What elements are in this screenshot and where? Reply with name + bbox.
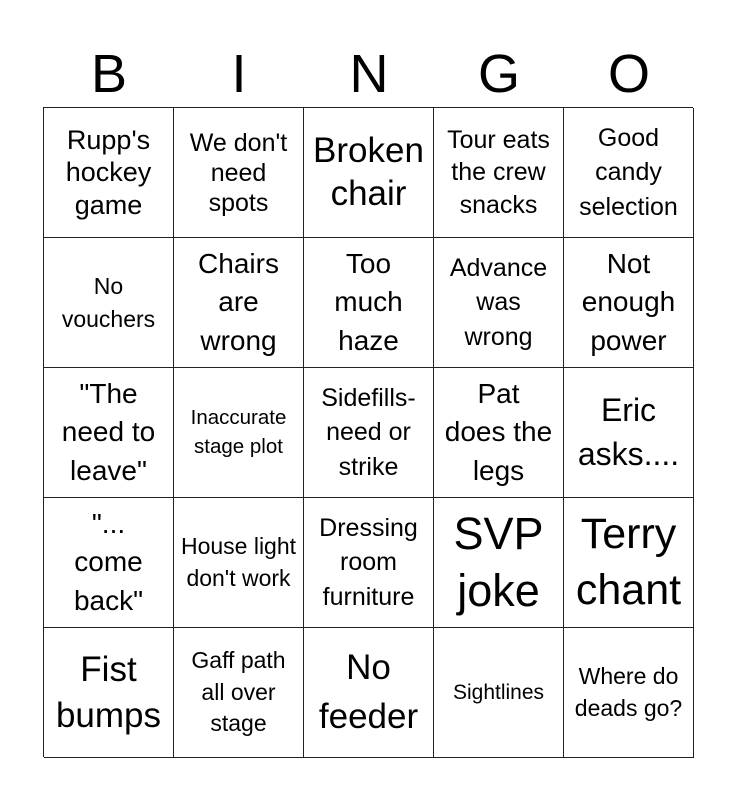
bingo-cell-23[interactable]	[304, 628, 434, 758]
header-letter-o: O	[607, 44, 650, 104]
cell-text: Advance was wrong	[449, 253, 548, 351]
bingo-cell-16[interactable]	[44, 498, 174, 628]
bingo-cell-17[interactable]	[174, 498, 304, 628]
bingo-cell-12[interactable]	[174, 368, 304, 498]
header-letter-i: I	[231, 44, 247, 104]
cell-text: House light don't work	[180, 532, 297, 591]
bingo-cell-24[interactable]	[434, 628, 564, 758]
bingo-cell-25[interactable]	[564, 628, 694, 758]
bingo-cell-9[interactable]	[434, 238, 564, 368]
bingo-cell-5[interactable]	[564, 108, 694, 238]
bingo-cell-19[interactable]	[434, 498, 564, 628]
bingo-cell-20[interactable]	[564, 498, 694, 628]
cell-text: Broken chair	[313, 130, 424, 213]
bingo-cell-1[interactable]	[44, 108, 174, 238]
cell-text: Sightlines	[452, 680, 545, 704]
bingo-cell-10[interactable]	[564, 238, 694, 368]
bingo-board	[43, 107, 693, 757]
cell-text: SVP joke	[453, 508, 544, 616]
cell-text: Fist bumps	[55, 650, 162, 735]
cell-text: No vouchers	[61, 273, 156, 332]
cell-text: We don't need spots	[189, 128, 288, 217]
cell-text: Tour eats the crew snacks	[447, 125, 550, 219]
cell-text: Not enough power	[581, 247, 676, 356]
bingo-cell-6[interactable]	[44, 238, 174, 368]
bingo-cell-4[interactable]	[434, 108, 564, 238]
cell-text: Eric asks....	[577, 392, 680, 472]
bingo-cell-8[interactable]	[304, 238, 434, 368]
bingo-header	[44, 45, 694, 103]
cell-text: Too much haze	[334, 247, 403, 356]
cell-text: Pat does the legs	[444, 377, 553, 486]
header-letter-b: B	[90, 44, 128, 104]
bingo-cell-14[interactable]	[434, 368, 564, 498]
cell-text: "The need to leave"	[61, 377, 156, 486]
cell-text: Rupp's hockey game	[65, 124, 152, 220]
bingo-cell-15[interactable]	[564, 368, 694, 498]
bingo-cell-13[interactable]	[304, 368, 434, 498]
bingo-cell-11[interactable]	[44, 368, 174, 498]
cell-text: Where do deads go?	[574, 662, 683, 721]
cell-text: Chairs are wrong	[198, 247, 279, 356]
cell-text: Dressing room furniture	[319, 513, 418, 611]
bingo-cell-2[interactable]	[174, 108, 304, 238]
cell-text: "... come back"	[73, 507, 144, 616]
bingo-cell-7[interactable]	[174, 238, 304, 368]
bingo-cell-18[interactable]	[304, 498, 434, 628]
cell-text: No feeder	[318, 648, 419, 736]
cell-text: Terry chant	[575, 510, 682, 614]
cell-text: Gaff path all over stage	[191, 646, 286, 737]
cell-text: Inaccurate stage plot	[190, 405, 287, 458]
header-letter-n: N	[349, 44, 389, 104]
cell-text: Good candy selection	[579, 123, 678, 221]
bingo-cell-21[interactable]	[44, 628, 174, 758]
cell-text: Sidefills- need or strike	[321, 383, 416, 481]
bingo-cell-3[interactable]	[304, 108, 434, 238]
bingo-cell-22[interactable]	[174, 628, 304, 758]
header-letter-g: G	[477, 44, 520, 104]
